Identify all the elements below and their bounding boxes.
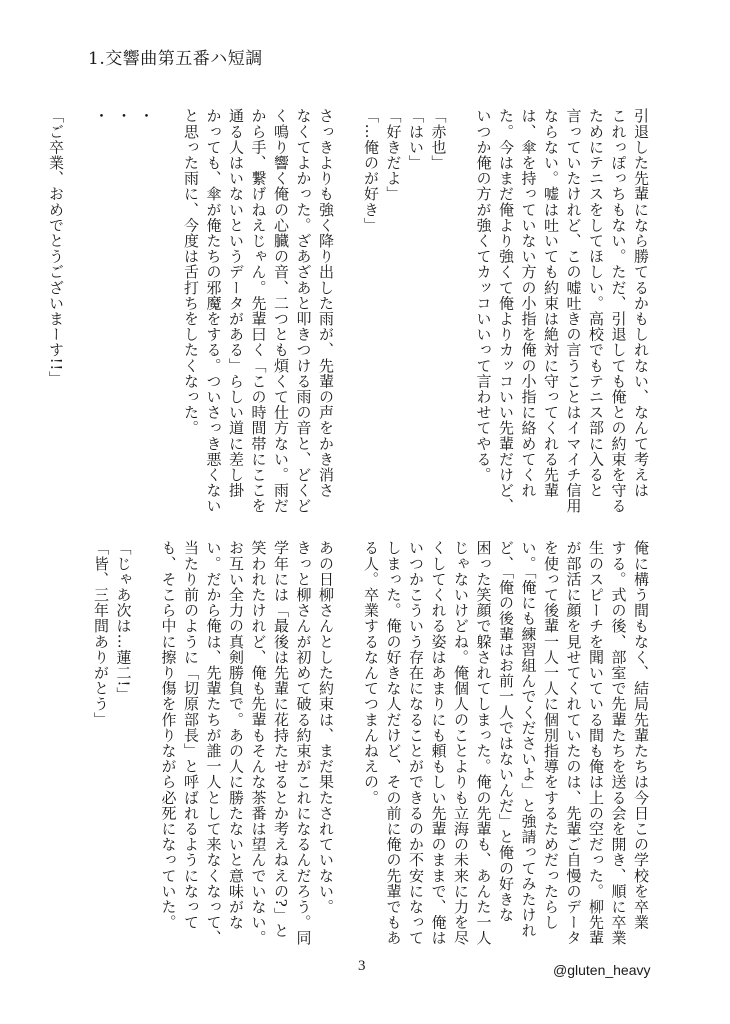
novel-text-upper-block: 引退した先輩になら勝てるかもしれない、なんて考えは これっぽっちもない。ただ、引退しても俺との約束を守る ためにテニスをしてほしい。高校でもテニス部に入ると 言っていたけれど、この嘘吐きの言うことはイマイチ信用 ならない。嘘は吐いても約束は絶対に守ってくれる先輩 は、傘を持っていない方の小指を俺の小指に絡めてくれ た。今はまだ俺より強くて俺よりカッコいい先輩だけど、 いつか俺の方が強くてカッコいいって言わせてやる。 「赤也」 「はい」 「好きだよ」 「…俺のが好き」 さっきよりも強く降り出した雨が、先輩の声をかき消さ なくてよかった。ざあざあと叩きつける雨の音と、どくど く鳴り響く俺の心臓の音、二つとも煩くて仕方ない。雨だ から手、繋げねえじゃん。先輩曰く「この時間帯にここを 通る人はいないというデータがある」らしい道に差し掛 かっても、傘が俺たちの邪魔をする。ついさっき悪くない と思った雨に、今度は舌打ちをしたくなった。 ・ ・ ・ 「ご卒業、おめでとうございまーす!!」 bbox=[47, 108, 650, 514]
author-handle: @gluten_heavy bbox=[553, 962, 651, 978]
chapter-title: 1.交響曲第五番ハ短調 bbox=[88, 49, 263, 69]
novel-text-lower-block: 俺に構う間もなく、結局先輩たちは今日この学校を卒業 する。式の後、部室で先輩たちを送る会を開き、順に卒業 生のスピーチを聞いている間も俺は上の空だった。柳先輩 が部活に顔を見せてくれていたのは、先輩ご自慢のデータ を使って後輩一人一人に個別指導をするためだったらし い。「俺にも練習組んでくださいよ」と強請ってみたけれ ど、「俺の後輩はお前一人ではないんだ」と俺の好きな 困った笑顔で躱されてしまった。俺の先輩も、あんた一人 じゃないけどね。俺個人のことよりも立海の未来に力を尽 くしてくれる姿はあまりにも頼もしい先輩のままで、俺は いつかこういう存在になることができるのか不安になって しまった。俺の好きな人だけど、その前に俺の先輩でもあ る人。卒業するなんてつまんねえの。 あの日柳さんとした約束は、まだ果たされていない。 きっと柳さんが初めて破る約束がこれになるんだろう。同 学年には「最後は先輩に花持たせるとか考えねえの?」と 笑われたけれど、俺も先輩もそんな茶番は望んでいない。 お互い全力の真剣勝負で。あの人に勝たないと意味がな い。だから俺は、先輩たちが誰一人として来なくなって、 当たり前のように「切原部長」と呼ばれるようになって も、そこら中に擦り傷を作りながら必死になっていた。 「じゃあ次は…蓮二!」 「皆、三年間ありがとう」 bbox=[92, 540, 650, 946]
page-number: 3 bbox=[358, 958, 366, 974]
